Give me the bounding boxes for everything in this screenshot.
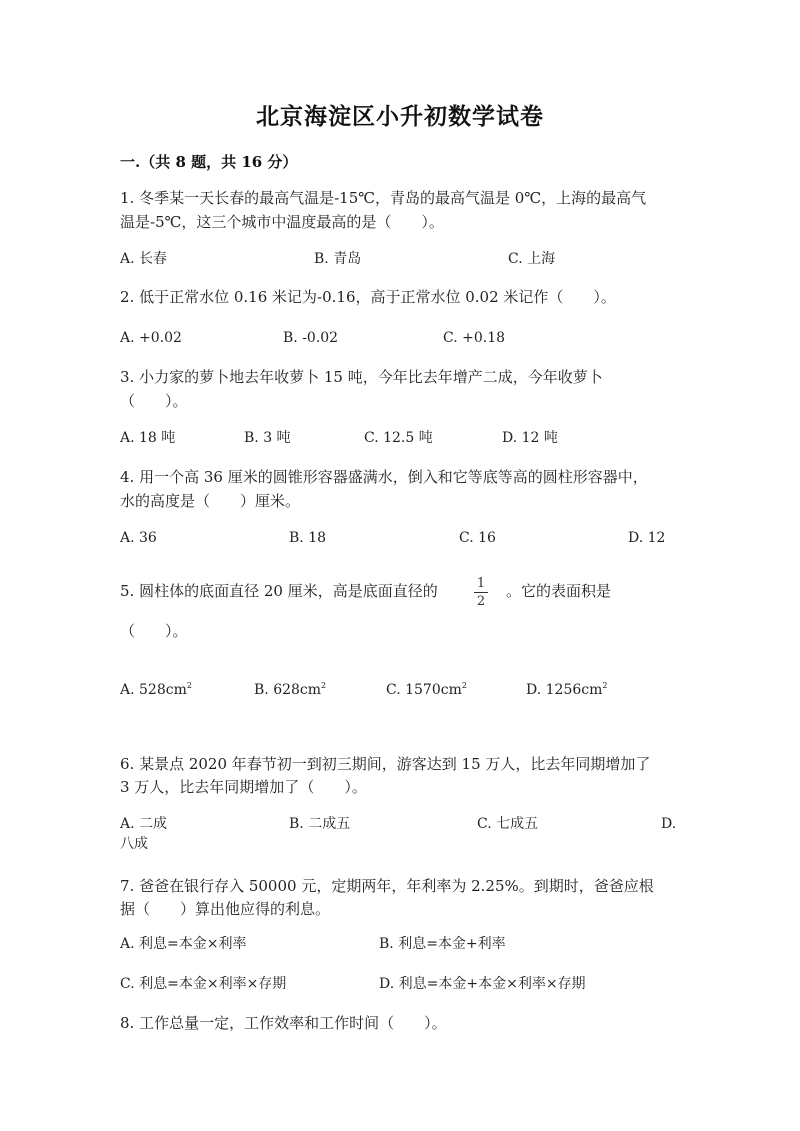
- option-text: B. 628cm: [254, 682, 322, 698]
- fraction-bar: [474, 592, 488, 593]
- question-4-option-b[interactable]: B. 18: [289, 530, 327, 546]
- question-6-option-d[interactable]: D.: [661, 816, 677, 832]
- page-title: 北京海淀区小升初数学试卷: [256, 103, 544, 130]
- question-2-option-b[interactable]: B. -0.02: [283, 330, 339, 346]
- question-6-option-b[interactable]: B. 二成五: [289, 816, 351, 832]
- question-6-line-2: 3 万人，比去年同期增加了（ ）。: [120, 778, 367, 796]
- question-7-option-a[interactable]: A. 利息=本金×利率: [120, 936, 247, 952]
- question-1-line-1: 1. 冬季某一天长春的最高气温是-15℃，青岛的最高气温是 0℃，上海的最高气: [120, 189, 647, 207]
- question-5-line-1-start: 5. 圆柱体的底面直径 20 厘米，高是底面直径的: [120, 582, 438, 600]
- superscript: 2: [321, 681, 327, 690]
- question-3-option-c[interactable]: C. 12.5 吨: [364, 430, 433, 446]
- superscript: 2: [602, 681, 608, 690]
- question-5-option-d[interactable]: [526, 676, 607, 700]
- question-5-option-a[interactable]: [120, 676, 192, 700]
- question-7-option-b[interactable]: B. 利息=本金+利率: [379, 936, 506, 952]
- question-2-option-a[interactable]: A. +0.02: [120, 330, 182, 346]
- question-1-option-c[interactable]: C. 上海: [508, 251, 556, 267]
- question-2-option-c[interactable]: C. +0.18: [443, 330, 506, 346]
- question-7-line-2: 据（ ）算出他应得的利息。: [120, 900, 331, 918]
- question-6-option-c[interactable]: C. 七成五: [477, 816, 539, 832]
- question-1-option-a[interactable]: A. 长春: [120, 251, 168, 267]
- question-3-option-d[interactable]: D. 12 吨: [502, 430, 558, 446]
- section-heading: 一.（共 8 题，共 16 分）: [120, 153, 298, 171]
- question-4-option-c[interactable]: C. 16: [459, 530, 496, 546]
- question-5-option-c[interactable]: [386, 676, 467, 700]
- question-1-line-2: 温是-5℃，这三个城市中温度最高的是（ ）。: [120, 213, 444, 231]
- question-1-option-b[interactable]: B. 青岛: [314, 251, 362, 267]
- question-5-line-1-end: 。它的表面积是: [506, 582, 612, 600]
- question-8-line-1: 8. 工作总量一定，工作效率和工作时间（ ）。: [120, 1014, 447, 1032]
- question-5-line-2: （ ）。: [120, 622, 188, 640]
- question-5-option-b[interactable]: [254, 676, 326, 700]
- question-7-option-c[interactable]: C. 利息=本金×利率×存期: [120, 976, 287, 992]
- option-text: D. 1256cm: [526, 682, 603, 698]
- question-6-option-d-wrap[interactable]: 八成: [120, 836, 148, 852]
- question-4-line-2: 水的高度是（ ）厘米。: [120, 492, 301, 510]
- superscript: 2: [461, 681, 467, 690]
- option-text: C. 1570cm: [386, 682, 462, 698]
- question-3-line-2: （ ）。: [120, 392, 188, 410]
- question-3-option-b[interactable]: B. 3 吨: [244, 430, 291, 446]
- question-4-option-a[interactable]: A. 36: [120, 530, 157, 546]
- option-text: A. 528cm: [120, 682, 187, 698]
- question-3-option-a[interactable]: A. 18 吨: [120, 430, 176, 446]
- question-7-option-d[interactable]: D. 利息=本金+本金×利率×存期: [379, 976, 586, 992]
- question-6-line-1: 6. 某景点 2020 年春节初一到初三期间，游客达到 15 万人，比去年同期增加了: [120, 755, 651, 773]
- question-4-line-1: 4. 用一个高 36 厘米的圆锥形容器盛满水，倒入和它等底等高的圆柱形容器中，: [120, 468, 648, 486]
- fraction-numerator: 1: [476, 576, 486, 591]
- question-4-option-d[interactable]: D. 12: [628, 530, 666, 546]
- question-7-line-1: 7. 爸爸在银行存入 50000 元，定期两年，年利率为 2.25%。到期时，爸爸应根: [120, 877, 654, 895]
- fraction-denominator: 2: [476, 594, 486, 609]
- question-6-option-a[interactable]: A. 二成: [120, 816, 168, 832]
- question-3-line-1: 3. 小力家的萝卜地去年收萝卜 15 吨，今年比去年增产二成，今年收萝卜: [120, 368, 603, 386]
- superscript: 2: [186, 681, 192, 690]
- question-2-line-1: 2. 低于正常水位 0.16 米记为-0.16，高于正常水位 0.02 米记作（ ）。: [120, 288, 616, 306]
- fraction-one-half: [472, 576, 490, 609]
